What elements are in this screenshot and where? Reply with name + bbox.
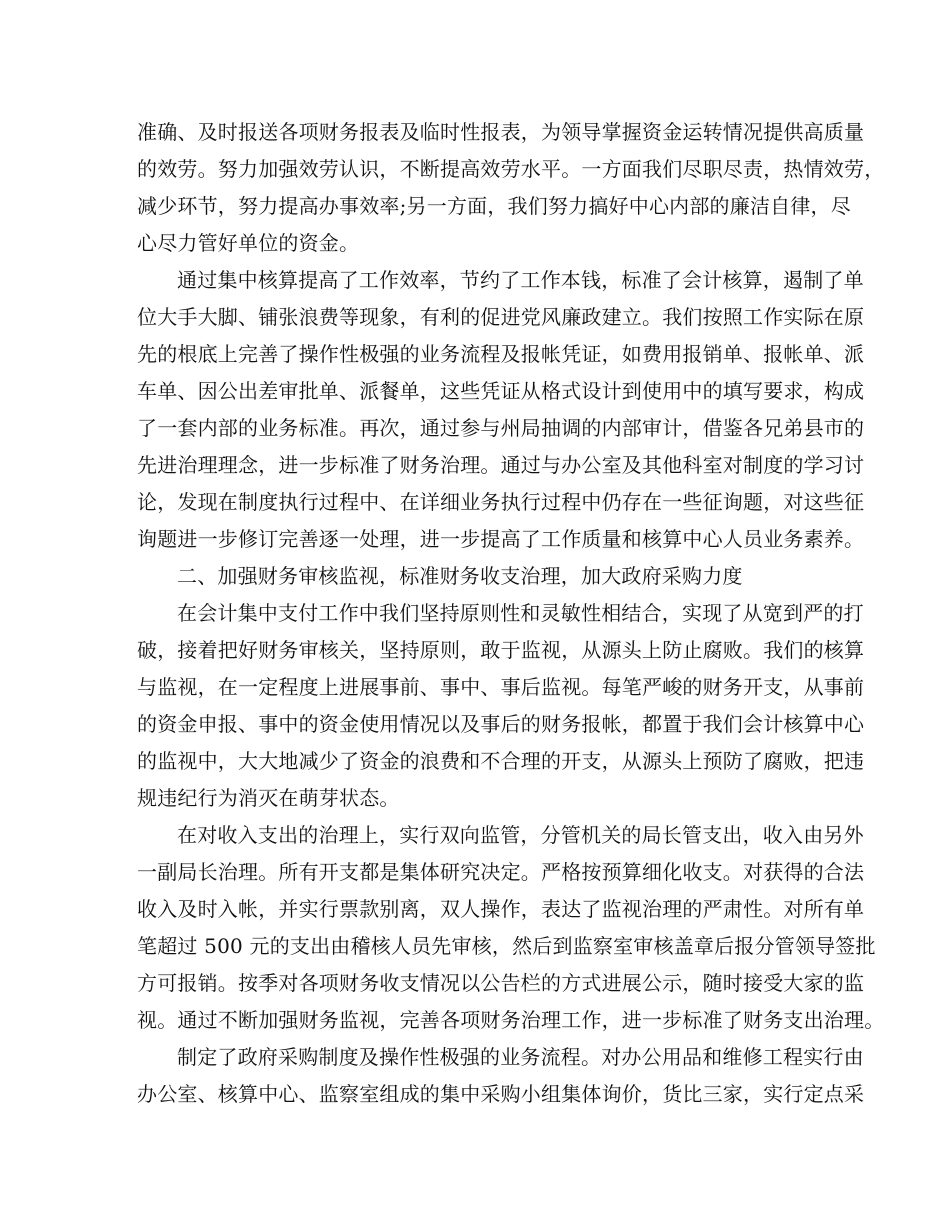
text-line: 破，接着把好财务审核关，坚持原则，敢于监视，从源头上防止腐败。我们的核算 <box>137 638 865 662</box>
text-line: 减少环节，努力提高办事效率;另一方面，我们努力搞好中心内部的廉洁自律，尽 <box>137 194 851 218</box>
text-line: 一副局长治理。所有开支都是集体研究决定。严格按预算细化收支。对获得的合法 <box>137 860 865 884</box>
text-line: 了一套内部的业务标准。再次，通过参与州局抽调的内部审计，借鉴各兄弟县市的 <box>137 416 865 440</box>
text-line: 位大手大脚、铺张浪费等现象，有利的促进党风廉政建立。我们按照工作实际在原 <box>137 305 865 329</box>
text-line: 在对收入支出的治理上，实行双向监管，分管机关的局长管支出，收入由另外 <box>177 823 864 847</box>
text-line: 制定了政府采购制度及操作性极强的业务流程。对办公用品和维修工程实行由 <box>177 1045 864 1069</box>
text-line: 论，发现在制度执行过程中、在详细业务执行过程中仍存在一些征询题，对这些征 <box>137 490 865 514</box>
text-line: 询题进一步修订完善逐一处理，进一步提高了工作质量和核算中心人员业务素养。 <box>137 527 865 551</box>
text-line: 视。通过不断加强财务监视，完善各项财务治理工作，进一步标准了财务支出治理。 <box>137 1008 885 1032</box>
text-line: 准确、及时报送各项财务报表及临时性报表，为领导掌握资金运转情况提供高质量 <box>137 120 865 144</box>
text-line: 的资金申报、事中的资金使用情况以及事后的财务报帐，都置于我们会计核算中心 <box>137 712 865 736</box>
text-line: 心尽力管好单位的资金。 <box>137 231 360 255</box>
text-line: 在会计集中支付工作中我们坚持原则性和灵敏性相结合，实现了从宽到严的打 <box>177 601 864 625</box>
text-line: 办公室、核算中心、监察室组成的集中采购小组集体询价，货比三家，实行定点采 <box>137 1082 865 1106</box>
text-line: 方可报销。按季对各项财务收支情况以公告栏的方式进展公示，随时接受大家的监 <box>137 971 865 995</box>
text-line: 与监视，在一定程度上进展事前、事中、事后监视。每笔严峻的财务开支，从事前 <box>137 675 865 699</box>
text-line: 先进治理理念，进一步标准了财务治理。通过与办公室及其他科室对制度的学习讨 <box>137 453 865 477</box>
text-line: 的监视中，大大地减少了资金的浪费和不合理的开支，从源头上预防了腐败，把违 <box>137 749 865 773</box>
text-line: 收入及时入帐，并实行票款别离，双人操作，表达了监视治理的严肃性。对所有单 <box>137 897 865 921</box>
text-line: 笔超过 500 元的支出由稽核人员先审核，然后到监察室审核盖章后报分管领导签批 <box>137 934 876 958</box>
text-line: 的效劳。努力加强效劳认识，不断提高效劳水平。一方面我们尽职尽责，热情效劳， <box>137 157 885 181</box>
text-line: 车单、因公出差审批单、派餐单，这些凭证从格式设计到使用中的填写要求，构成 <box>137 379 865 403</box>
text-line: 先的根底上完善了操作性极强的业务流程及报帐凭证，如费用报销单、报帐单、派 <box>137 342 865 366</box>
text-line: 通过集中核算提高了工作效率，节约了工作本钱，标准了会计核算，遏制了单 <box>177 268 864 292</box>
text-line: 规违纪行为消灭在萌芽状态。 <box>137 786 400 810</box>
section-heading: 二、加强财务审核监视，标准财务收支治理，加大政府采购力度 <box>177 564 743 588</box>
